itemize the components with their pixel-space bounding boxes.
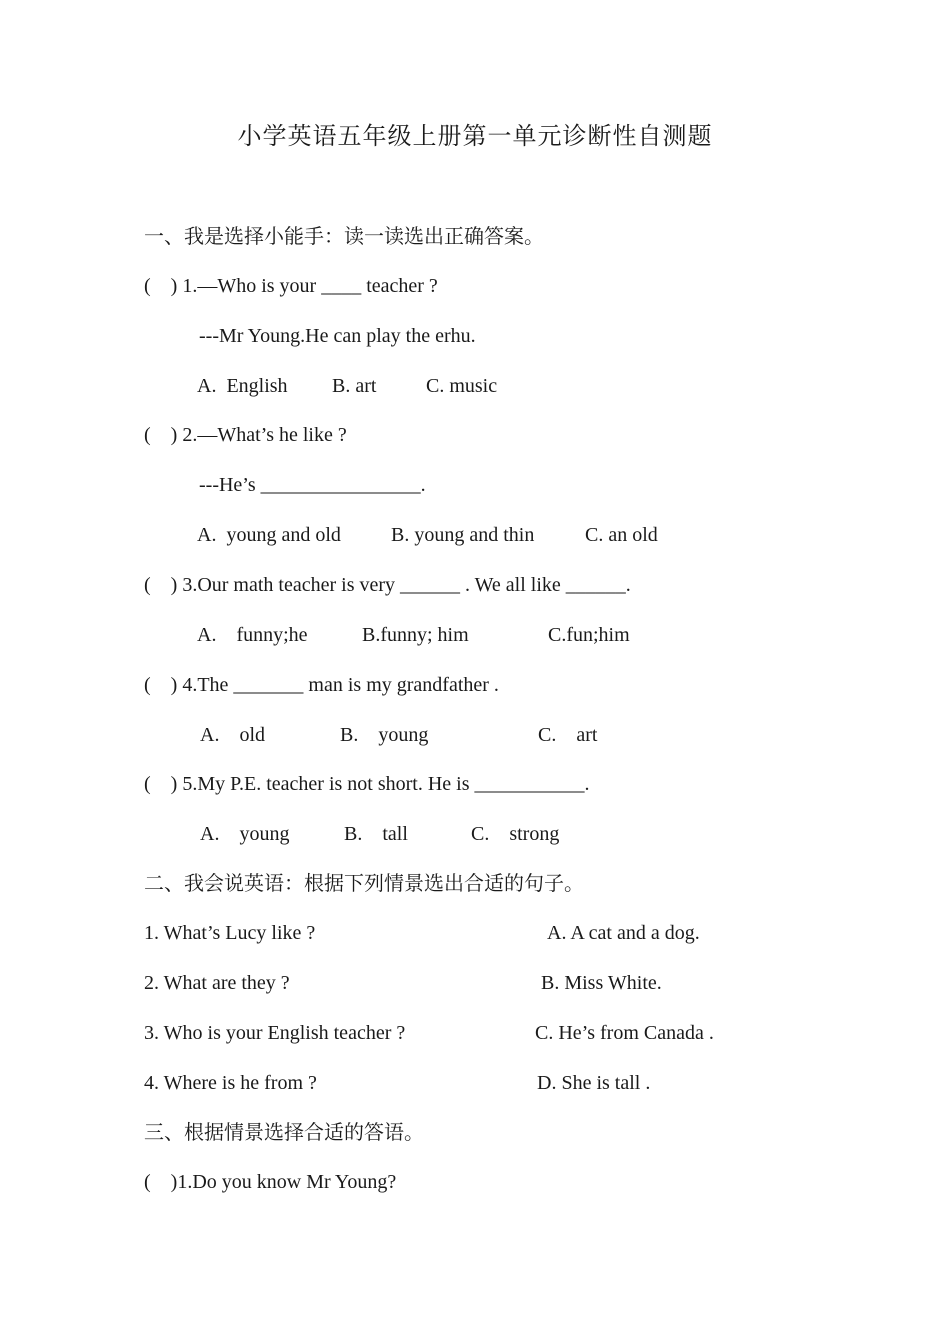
- question-3-stem: ( ) 3.Our math teacher is very ______ . We all like ______.: [144, 574, 631, 596]
- question-5-option-b: B. tall: [344, 823, 408, 845]
- question-1-reply: ---Mr Young.He can play the erhu.: [199, 325, 476, 347]
- question-1-stem: ( ) 1.—Who is your ____ teacher ?: [144, 275, 438, 297]
- section-3-heading: 三、根据情景选择合适的答语。: [144, 1120, 424, 1144]
- match-right-b: B. Miss White.: [541, 972, 662, 994]
- question-5-stem: ( ) 5.My P.E. teacher is not short. He is ___________.: [144, 773, 590, 795]
- match-right-c: C. He’s from Canada .: [535, 1022, 714, 1044]
- question-2-reply: ---He’s ________________.: [199, 474, 426, 496]
- question-3-option-a: A. funny;he: [197, 624, 308, 646]
- question-1-option-b: B. art: [332, 375, 377, 397]
- match-left-3: 3. Who is your English teacher ?: [144, 1022, 406, 1044]
- question-4-option-a: A. old: [200, 724, 265, 746]
- question-5-option-c: C. strong: [471, 823, 560, 845]
- question-5-option-a: A. young: [200, 823, 290, 845]
- question-1-option-c: C. music: [426, 375, 498, 397]
- match-right-a: A. A cat and a dog.: [547, 922, 700, 944]
- question-2-stem: ( ) 2.—What’s he like ?: [144, 424, 347, 446]
- match-left-4: 4. Where is he from ?: [144, 1072, 317, 1094]
- question-3-option-c: C.fun;him: [548, 624, 630, 646]
- question-2-option-a: A. young and old: [197, 524, 341, 546]
- question-3-option-b: B.funny; him: [362, 624, 469, 646]
- question-4-option-b: B. young: [340, 724, 429, 746]
- match-left-1: 1. What’s Lucy like ?: [144, 922, 316, 944]
- question-2-option-b: B. young and thin: [391, 524, 535, 546]
- section-2-heading: 二、我会说英语：根据下列情景选出合适的句子。: [144, 871, 584, 895]
- question-2-option-c: C. an old: [585, 524, 658, 546]
- question-4-option-c: C. art: [538, 724, 598, 746]
- question-4-stem: ( ) 4.The _______ man is my grandfather .: [144, 674, 499, 696]
- section-3-question-1: ( )1.Do you know Mr Young?: [144, 1171, 397, 1193]
- match-right-d: D. She is tall .: [537, 1072, 651, 1094]
- question-1-option-a: A. English: [197, 375, 288, 397]
- match-left-2: 2. What are they ?: [144, 972, 290, 994]
- page-title: 小学英语五年级上册第一单元诊断性自测题: [237, 122, 713, 150]
- section-1-heading: 一、我是选择小能手：读一读选出正确答案。: [144, 224, 544, 248]
